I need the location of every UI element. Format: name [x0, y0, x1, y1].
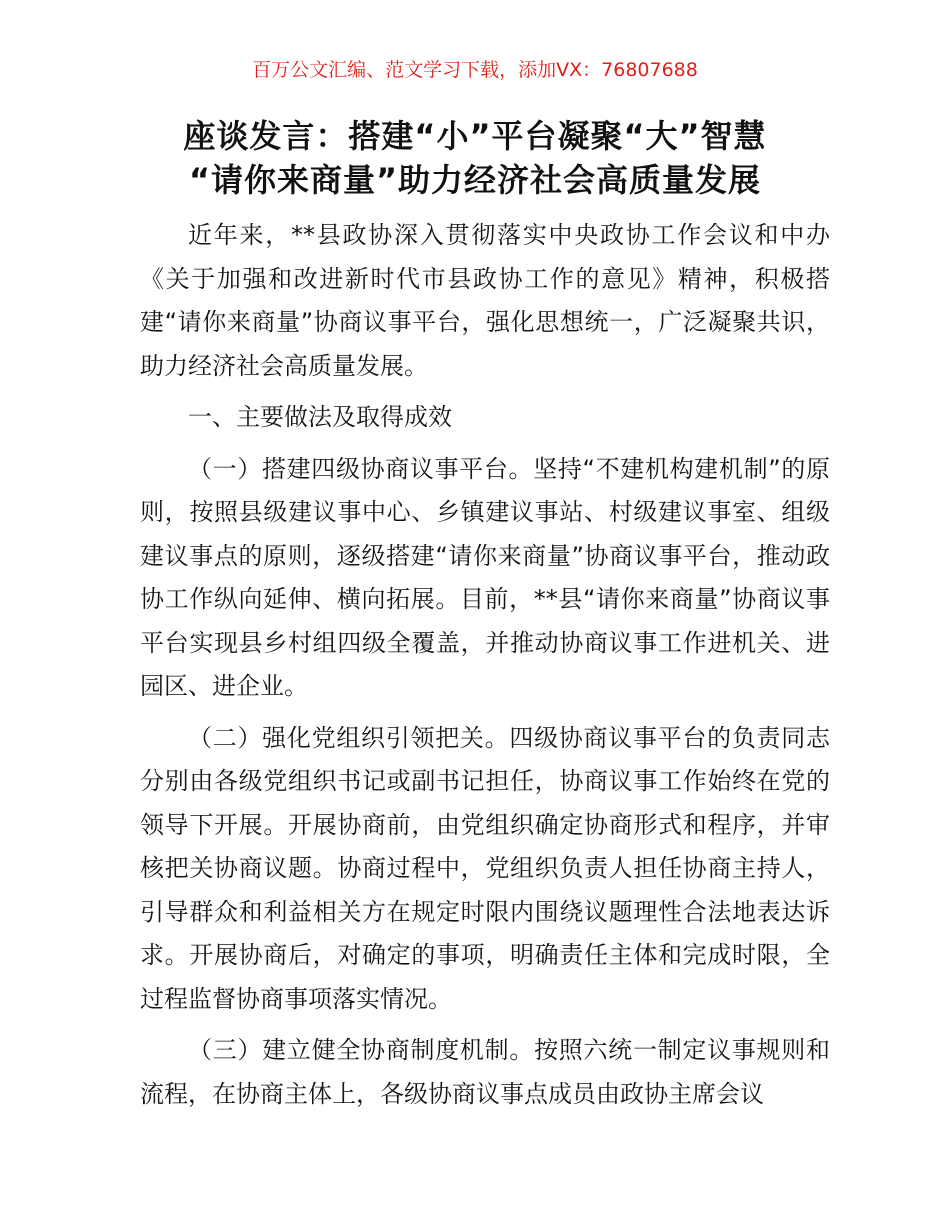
paragraph-item-3: （三）建立健全协商制度机制。按照六统一制定议事规则和流程，在协商主体上，各级协商议事点成员由政协主席会议 [140, 1036, 830, 1108]
section-heading: 一、主要做法及取得成效 [188, 403, 452, 431]
document-body [140, 214, 830, 1116]
header-banner: 百万公文汇编、范文学习下载，添加VX：76807688 [252, 59, 698, 81]
paragraph-item-2: （二）强化党组织引领把关。四级协商议事平台的负责同志分别由各级党组织书记或副书记担任，协商议事工作始终在党的领导下开展。开展协商前，由党组织确定协商形式和程序，并审核把关协商议题。协商过程中，党组织负责人担任协商主持人，引导群众和利益相关方在规定时限内围绕议题理性合法地表达诉求。开展协商后，对确定的事项，明确责任主体和完成时限，全过程监督协商事项落实情况。 [140, 723, 830, 1013]
paragraph-intro: 近年来，**县政协深入贯彻落实中央政协工作会议和中办《关于加强和改进新时代市县政协工作的意见》精神，积极搭建“请你来商量”协商议事平台，强化思想统一，广泛凝聚共识，助力经济社会高质量发展。 [140, 221, 830, 380]
document-title-line-2: “请你来商量”助力经济社会高质量发展 [188, 161, 762, 199]
document-title-line-1: 座谈发言：搭建“小”平台凝聚“大”智慧 [183, 117, 767, 155]
paragraph-item-1: （一）搭建四级协商议事平台。坚持“不建机构建机制”的原则，按照县级建议事中心、乡镇建议事站、村级建议事室、组级建议事点的原则，逐级搭建“请你来商量”协商议事平台，推动政协工作纵向延伸、横向拓展。目前，**县“请你来商量”协商议事平台实现县乡村组四级全覆盖，并推动协商议事工作进机关、进园区、进企业。 [140, 454, 830, 700]
